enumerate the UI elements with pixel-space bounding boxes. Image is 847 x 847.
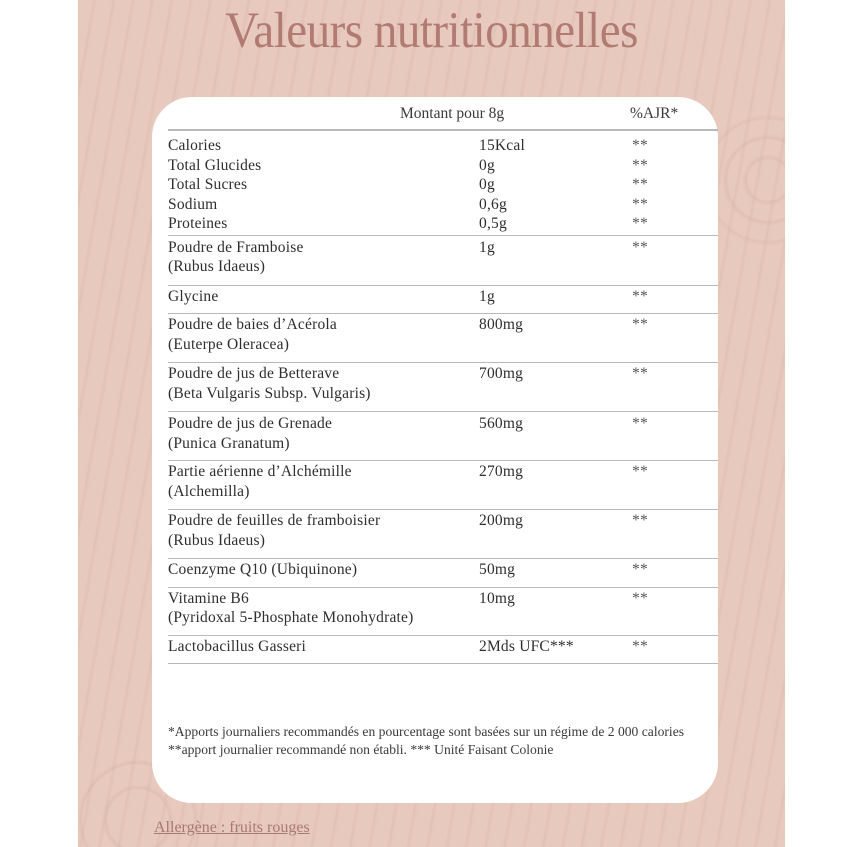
nutrient-name: (Euterpe Oleracea)	[168, 335, 290, 353]
nutrient-ajr: **	[632, 215, 648, 232]
row-line	[168, 590, 718, 610]
row-line	[168, 176, 718, 196]
table-row	[168, 636, 718, 665]
row-line	[168, 137, 718, 157]
row-line	[168, 336, 718, 356]
nutrient-ajr: **	[632, 365, 648, 382]
table-row	[168, 461, 718, 510]
nutrition-table	[168, 135, 718, 664]
nutrient-name: Lactobacillus Gasseri	[168, 637, 307, 655]
nutrient-name: Partie aérienne d’Alchémille	[168, 463, 352, 480]
row-line	[168, 239, 718, 259]
nutrient-ajr: **	[632, 589, 648, 607]
page-title: Valeurs nutritionnelles	[225, 2, 638, 60]
row-line	[168, 157, 718, 177]
row-line	[168, 215, 718, 235]
nutrient-name: Glycine	[168, 287, 219, 305]
nutrient-amount: 200mg	[479, 512, 524, 529]
table-row	[168, 588, 718, 636]
nutrient-amount: 800mg	[479, 316, 524, 333]
nutrient-name: (Pyridoxal 5-Phosphate Monohydrate)	[168, 609, 414, 626]
nutrient-ajr: **	[632, 512, 648, 529]
nutrient-name: Poudre de feuilles de framboisier	[168, 512, 381, 529]
nutrient-amount: 0,6g	[479, 195, 507, 213]
nutrient-name: Coenzyme Q10 (Ubiquinone)	[168, 561, 358, 578]
nutrient-name: Calories	[168, 137, 222, 154]
row-line	[168, 385, 718, 405]
nutrient-amount: 0,5g	[479, 215, 507, 232]
row-line	[168, 638, 718, 658]
row-line	[168, 258, 718, 278]
nutrient-name: Poudre de baies d’Acérola	[168, 316, 337, 333]
table-row	[168, 559, 718, 588]
row-line	[168, 512, 718, 532]
row-line	[168, 365, 718, 385]
nutrient-ajr: **	[632, 637, 648, 655]
nutrient-ajr: **	[632, 463, 648, 480]
footnote-ajr: *Apports journaliers recommandés en pourcentage sont basées sur un régime de 2 000 calories	[168, 724, 685, 739]
table-row	[168, 135, 718, 236]
row-line	[168, 609, 718, 629]
nutrient-amount: 2Mds UFC***	[479, 637, 574, 655]
nutrient-ajr: **	[632, 561, 648, 578]
row-line	[168, 463, 718, 483]
nutrient-ajr: **	[632, 176, 648, 193]
table-row	[168, 363, 718, 412]
nutrient-name: (Rubus Idaeus)	[168, 531, 266, 549]
row-line	[168, 435, 718, 455]
nutrient-name: Sodium	[168, 195, 218, 213]
nutrient-name: Proteines	[168, 215, 228, 232]
nutrient-name: (Punica Granatum)	[168, 434, 290, 452]
nutrient-amount: 270mg	[479, 463, 524, 480]
nutrient-ajr: **	[632, 195, 648, 213]
table-header	[168, 103, 718, 131]
nutrient-ajr: **	[632, 137, 648, 154]
nutrient-amount: 560mg	[479, 415, 524, 432]
footnote-non-established: **apport journalier recommandé non établi. *** Unité Faisant Colonie	[168, 741, 554, 757]
nutrition-card	[152, 97, 718, 803]
nutrient-ajr: **	[632, 156, 648, 174]
nutrient-ajr: **	[632, 238, 648, 256]
header-amount: Montant pour 8g	[400, 105, 505, 122]
table-row	[168, 314, 718, 363]
row-line	[168, 532, 718, 552]
nutrient-name: (Alchemilla)	[168, 482, 250, 500]
nutrient-name: Poudre de Framboise	[168, 238, 304, 256]
table-row	[168, 412, 718, 461]
nutrient-name: (Beta Vulgaris Subsp. Vulgaris)	[168, 384, 371, 402]
nutrient-amount: 1g	[479, 238, 495, 256]
row-line	[168, 316, 718, 336]
nutrient-amount: 15Kcal	[479, 137, 525, 154]
nutrient-amount: 10mg	[479, 589, 516, 607]
nutrient-name: (Rubus Idaeus)	[168, 258, 266, 275]
allergen-note: Allergène : fruits rouges	[154, 819, 310, 836]
nutrient-amount: 50mg	[479, 561, 516, 578]
footnotes	[168, 723, 688, 758]
nutrient-ajr: **	[632, 316, 648, 333]
nutrient-amount: 0g	[479, 176, 495, 193]
row-line	[168, 483, 718, 503]
row-line	[168, 415, 718, 435]
nutrient-name: Total Sucres	[168, 176, 248, 193]
nutrient-ajr: **	[632, 415, 648, 432]
nutrient-amount: 700mg	[479, 365, 524, 382]
nutrient-amount: 0g	[479, 156, 495, 174]
table-row	[168, 236, 718, 286]
row-line	[168, 196, 718, 216]
header-ajr: %AJR*	[630, 105, 679, 122]
nutrient-amount: 1g	[479, 287, 495, 305]
table-row	[168, 510, 718, 559]
row-line	[168, 561, 718, 581]
nutrient-name: Poudre de jus de Betterave	[168, 365, 340, 382]
nutrient-ajr: **	[632, 287, 648, 305]
row-line	[168, 288, 718, 308]
nutrient-name: Total Glucides	[168, 156, 262, 174]
nutrient-name: Poudre de jus de Grenade	[168, 415, 333, 432]
table-row	[168, 286, 718, 315]
nutrient-name: Vitamine B6	[168, 589, 249, 607]
